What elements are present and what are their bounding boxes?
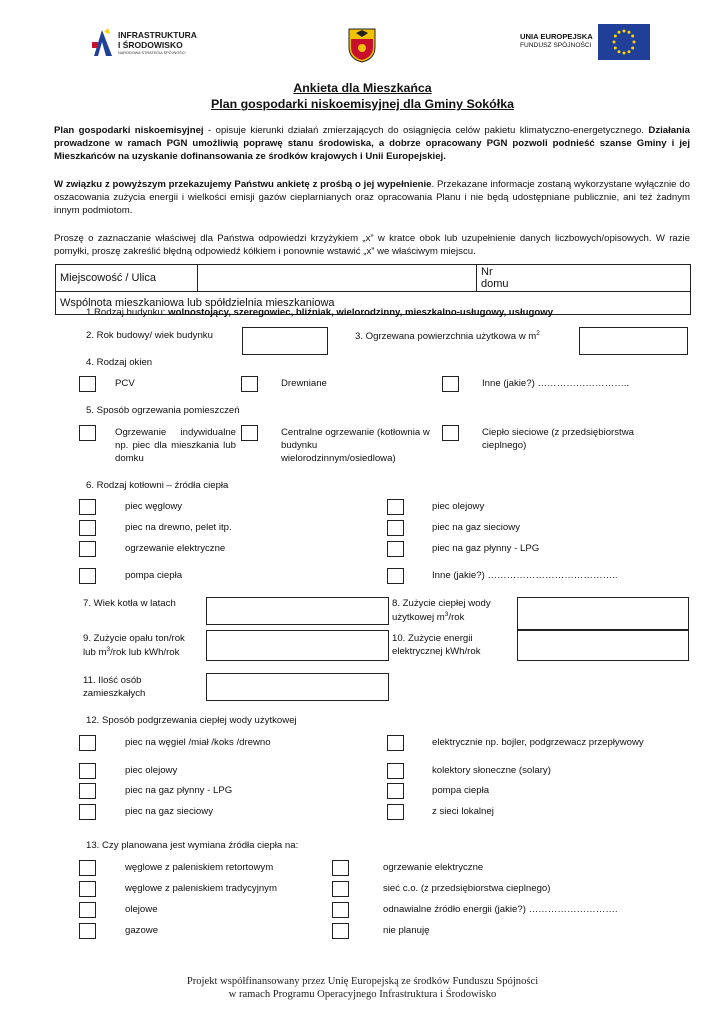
q9-label-wrap: [83, 633, 203, 660]
q5-option-central: Centralne ogrzewanie (kotłownia w budynku wielorodzinnym/osiedlowa): [281, 427, 430, 464]
q8-part2: użytkowej m: [392, 612, 445, 624]
community-label: Wspólnota mieszkaniowa lub spółdzielnia mieszkaniowa: [60, 297, 335, 309]
q6-checkbox-left-2[interactable]: [79, 541, 96, 557]
logo-left-line2: I ŚRODOWISKO: [118, 40, 183, 50]
q6-label: 6. Rodzaj kotłowni – źródła ciepła: [86, 480, 229, 491]
q1-options: wolnostojący, szeregowiec, bliźniak, wielorodzinny, mieszkalno-usługowy, usługowy: [168, 307, 554, 318]
q9-sup: 3: [106, 645, 111, 653]
logo-infrastruktura: [92, 26, 212, 66]
eu-flag-icon: [598, 24, 650, 60]
q1-building-type: [86, 307, 553, 320]
house-no-label: Nr domu: [477, 265, 528, 292]
q6-checkbox-left-0[interactable]: [79, 499, 96, 515]
q12-checkbox-right-3[interactable]: [387, 804, 404, 820]
q13-label: 13. Czy planowana jest wymiana źródła ciepła na:: [86, 840, 299, 851]
q9-input[interactable]: [206, 630, 389, 661]
q12-option-lpg: piec na gaz płynny - LPG: [125, 785, 233, 796]
q12-option-oil: piec olejowy: [125, 765, 178, 776]
q13-checkbox-right-3[interactable]: [332, 923, 349, 939]
q6-checkbox-right-3[interactable]: [387, 568, 404, 584]
q13-option-none: nie planuję: [383, 925, 430, 936]
q10-line1: 10. Zużycie energii: [392, 633, 473, 644]
q3-label: 3. Ogrzewana powierzchnia użytkowa w m: [355, 331, 537, 343]
logo-left-line3: NARODOWA STRATEGIA SPÓJNOŚCI: [118, 51, 186, 55]
page-title: Ankieta dla Mieszkańca: [293, 81, 432, 95]
q1-label: 1.Rodzaj budynku:: [86, 307, 169, 318]
q9-part1: 9. Zużycie opału ton/rok: [83, 633, 185, 644]
locality-label: Miejscowość / Ulica: [56, 265, 198, 292]
q8-part1: 8. Zużycie ciepłej wody: [392, 598, 491, 609]
q8-part3: /rok: [448, 612, 465, 624]
intro-p1-bold2: Działania prowadzone w ramach PGN umożliwią poprawę stanu środowiska, a dobrze opracowany PGN pozwoli podnieść szanse Gminy i jej Mieszkańców na uzyskanie dofinansowania ze środków krajowych i Unii Europejskiej.: [54, 125, 690, 163]
q13-option-traditional: węglowe z paleniskiem tradycyjnym: [125, 883, 277, 894]
q6-option-wood: piec na drewno, pelet itp.: [125, 522, 232, 533]
infrastruktura-emblem-icon: [92, 28, 114, 58]
q8-sup: 3: [444, 610, 449, 618]
q7-input[interactable]: [206, 597, 389, 625]
q13-option-district: sieć c.o. (z przedsiębiorstwa cieplnego): [383, 883, 551, 894]
q11-line2: zamieszkałych: [83, 688, 146, 699]
q4-option-pcv: PCV: [115, 378, 135, 389]
q2-label: 2. Rok budowy/ wiek budynku: [86, 330, 213, 341]
logo-left-line1: INFRASTRUKTURA: [118, 30, 197, 40]
q11-input[interactable]: [206, 673, 389, 701]
q6-checkbox-left-3[interactable]: [79, 568, 96, 584]
q6-option-lpg: piec na gaz płynny - LPG: [432, 543, 540, 554]
q8-label-wrap: [392, 598, 515, 625]
q3-sup: 2: [536, 330, 540, 337]
q6-option-heatpump: pompa ciepła: [125, 570, 183, 581]
q12-checkbox-right-1[interactable]: [387, 763, 404, 779]
q13-option-oil: olejowe: [125, 904, 158, 915]
q12-checkbox-left-3[interactable]: [79, 804, 96, 820]
intro-paragraph-3: Proszę o zaznaczanie właściwej dla Państwa odpowiedzi krzyżykiem „x” w kratce obok lub uzupełnienie danych liczbowych/opisowych. W razie pomyłki, proszę zakreślić błędną odpowiedź kółkiem i ponownie wstawić „x” we właściwym miejscu.: [54, 233, 690, 258]
q12-option-heatpump: pompa ciepła: [432, 785, 490, 796]
q3-input[interactable]: [579, 327, 688, 355]
q12-checkbox-left-1[interactable]: [79, 763, 96, 779]
logo-right-line1: UNIA EUROPEJSKA: [520, 32, 593, 41]
q13-option-retort: węglowe z paleniskiem retortowym: [125, 862, 274, 873]
q6-option-gas: piec na gaz sieciowy: [432, 522, 520, 533]
q6-checkbox-right-0[interactable]: [387, 499, 404, 515]
q6-checkbox-right-2[interactable]: [387, 541, 404, 557]
q12-checkbox-right-2[interactable]: [387, 783, 404, 799]
q4-option-other: Inne (jakie?) ………………………..: [482, 378, 630, 389]
q6-option-other: Inne (jakie?) …………………………………..: [432, 570, 618, 581]
q13-option-electric: ogrzewanie elektryczne: [383, 862, 484, 873]
q5-checkbox-district[interactable]: [442, 425, 459, 441]
q13-option-gas: gazowe: [125, 925, 159, 936]
logo-right-line2: FUNDUSZ SPÓJNOŚCI: [520, 42, 592, 49]
q13-checkbox-right-0[interactable]: [332, 860, 349, 876]
q13-checkbox-left-3[interactable]: [79, 923, 96, 939]
q5-label: 5. Sposób ogrzewania pomieszczeń: [86, 405, 240, 416]
q3-label-wrap: [355, 330, 540, 344]
intro-p1-text: - opisuje kierunki działań zmierzających do osiągnięcia celów pakietu klimatyczno-energetycznego.: [203, 125, 649, 136]
q6-checkbox-left-1[interactable]: [79, 520, 96, 536]
q12-option-coal: piec na węgiel /miał /koks /drewno: [125, 737, 271, 748]
q12-checkbox-left-2[interactable]: [79, 783, 96, 799]
q13-checkbox-left-1[interactable]: [79, 881, 96, 897]
q9-part3: /rok lub kWh/rok: [110, 647, 180, 659]
q5-option-district: Ciepło sieciowe (z przedsiębiorstwa cieplnego): [482, 427, 634, 451]
footer-line1: Projekt współfinansowany przez Unię Europejską ze środków Funduszu Spójności: [186, 976, 539, 987]
q6-option-oil: piec olejowy: [432, 501, 485, 512]
q4-option-wood: Drewniane: [281, 378, 327, 389]
q4-label: 4. Rodzaj okien: [86, 357, 153, 368]
q12-checkbox-left-0[interactable]: [79, 735, 96, 751]
q7-label: 7. Wiek kotła w latach: [83, 598, 176, 609]
q5-checkbox-individual[interactable]: [79, 425, 96, 441]
q2-input[interactable]: [242, 327, 328, 355]
q4-checkbox-other[interactable]: [442, 376, 459, 392]
q12-option-local: z sieci lokalnej: [432, 806, 494, 817]
intro-paragraph-1: [54, 124, 690, 164]
sokolka-crest-icon: [347, 27, 377, 63]
q12-option-electric: elektrycznie np. bojler, podgrzewacz przepływowy: [432, 737, 644, 748]
q5-option-individual: Ogrzewanie indywidualne np. piec dla mieszkania lub domku: [115, 427, 236, 464]
q6-option-electric: ogrzewanie elektryczne: [125, 543, 226, 554]
q9-part2: lub m: [83, 647, 107, 659]
locality-input[interactable]: [198, 265, 477, 292]
page-subtitle: Plan gospodarki niskoemisyjnej dla Gminy Sokółka: [211, 97, 514, 111]
footer-line2: w ramach Programu Operacyjnego Infrastruktura i Środowisko: [228, 989, 497, 1000]
q8-input[interactable]: [517, 597, 689, 630]
q12-checkbox-right-0[interactable]: [387, 735, 404, 751]
q13-checkbox-left-2[interactable]: [79, 902, 96, 918]
q13-checkbox-right-1[interactable]: [332, 881, 349, 897]
intro-p2-bold: W związku z powyższym przekazujemy Państwu ankietę z prośbą o jej wypełnienie: [54, 179, 432, 190]
logo-eu: [518, 24, 653, 64]
q6-option-coal: piec węglowy: [125, 501, 183, 512]
q6-checkbox-right-1[interactable]: [387, 520, 404, 536]
q5-checkbox-central[interactable]: [241, 425, 258, 441]
q12-option-solar: kolektory słoneczne (solary): [432, 765, 551, 776]
q12-option-gas: piec na gaz sieciowy: [125, 806, 213, 817]
q4-checkbox-wood[interactable]: [241, 376, 258, 392]
q13-checkbox-right-2[interactable]: [332, 902, 349, 918]
q13-checkbox-left-0[interactable]: [79, 860, 96, 876]
q12-label: 12. Sposób podgrzewania ciepłej wody użytkowej: [86, 715, 297, 726]
intro-paragraph-2: [54, 178, 690, 218]
q13-option-renewable: odnawialne źródło energii (jakie?) ……………………….: [383, 904, 618, 915]
q10-input[interactable]: [517, 630, 689, 661]
intro-p2-text: . Przekazane informacje zostaną wykorzystane wyłącznie do oszacowania zużycia energii i wielkości emisji gazów cieplarnianych oraz opracowania Planu i nie będą udostępniane publicznie, ani też żadnym innym podmiotom.: [54, 179, 690, 217]
q11-line1: 11. Ilość osób: [83, 675, 142, 686]
house-no-input[interactable]: [527, 265, 691, 292]
intro-p1-bold: Plan gospodarki niskoemisyjnej: [54, 125, 204, 136]
q4-checkbox-pcv[interactable]: [79, 376, 96, 392]
q10-line2: elektrycznej kWh/rok: [392, 646, 481, 657]
